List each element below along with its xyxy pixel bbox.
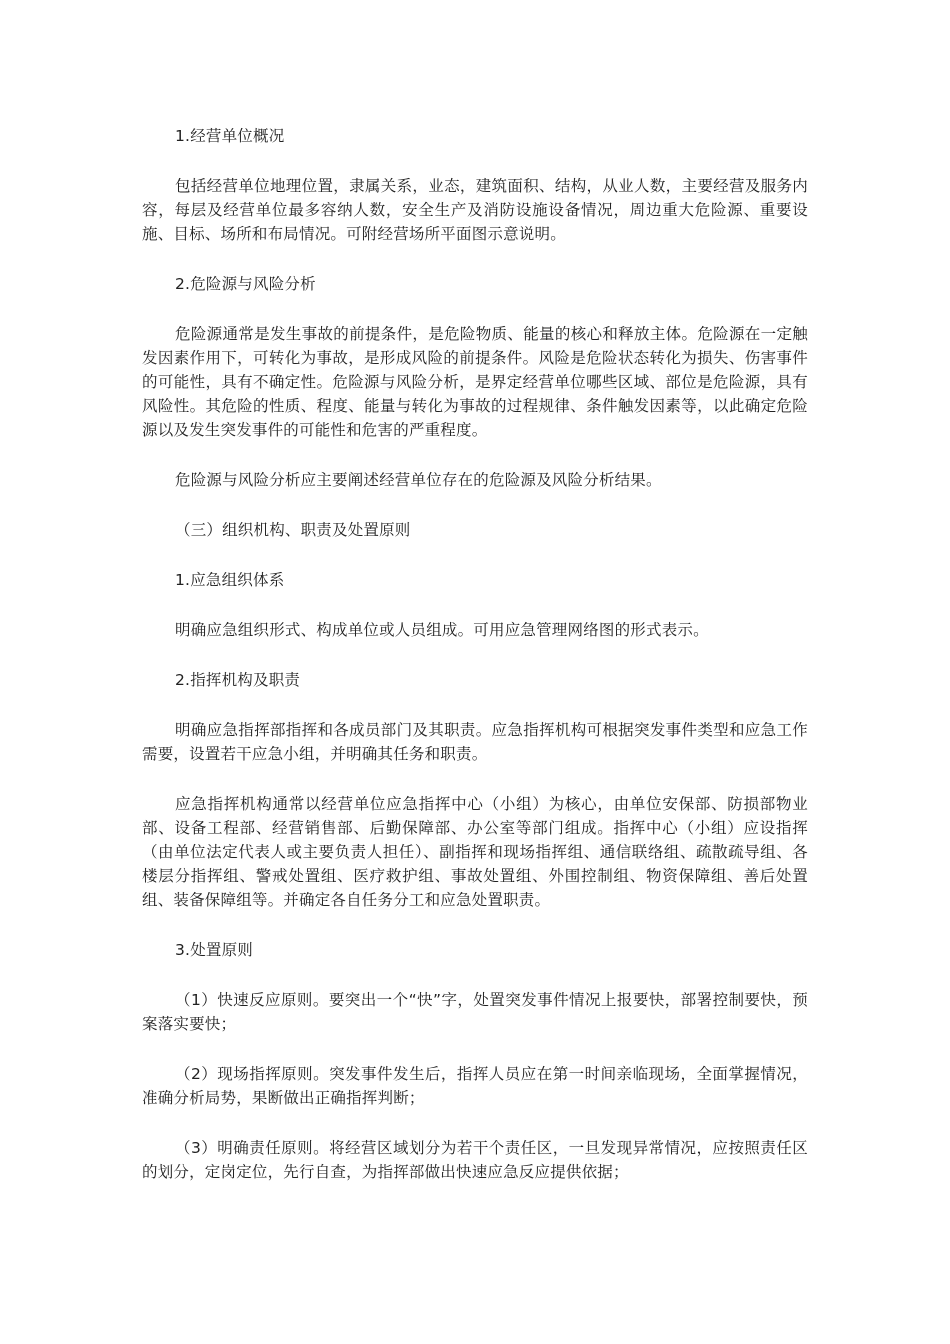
paragraph-emergency-system: 明确应急组织形式、构成单位或人员组成。可用应急管理网络图的形式表示。 (175, 621, 709, 639)
section-heading-unit-overview: 1.经营单位概况 (175, 127, 285, 145)
paragraph-principle-responsibility: （3）明确责任原则。将经营区域划分为若干个责任区，一旦发现异常情况，应按照责任区的划分，定岗定位，先行自查，为指挥部做出快速应急反应提供依据； (142, 1139, 808, 1181)
paragraph-command-center: 应急指挥机构通常以经营单位应急指挥中心（小组）为核心，由单位安保部、防损部物业部、设备工程部、经营销售部、后勤保障部、办公室等部门组成。指挥中心（小组）应设指挥（由单位法定代表人或主要负责人担任）、副指挥和现场指挥组、通信联络组、疏散疏导组、各楼层分指挥组、警戒处置组、医疗救护组、事故处置组、外围控制组、物资保障组、善后处置组、装备保障组等。并确定各自任务分工和应急处置职责。 (142, 795, 808, 909)
paragraph-command-duties: 明确应急指挥部指挥和各成员部门及其职责。应急指挥机构可根据突发事件类型和应急工作需要，设置若干应急小组，并明确其任务和职责。 (142, 721, 808, 763)
document-body (142, 124, 808, 1184)
paragraph-hazard-definition: 危险源通常是发生事故的前提条件，是危险物质、能量的核心和释放主体。危险源在一定触发因素作用下，可转化为事故，是形成风险的前提条件。风险是危险状态转化为损失、伤害事件的可能性，具有不确定性。危险源与风险分析，是界定经营单位哪些区域、部位是危险源，具有风险性。其危险的性质、程度、能量与转化为事故的过程规律、条件触发因素等，以此确定危险源以及发生突发事件的可能性和危害的严重程度。 (142, 325, 808, 439)
section-heading-organization: （三）组织机构、职责及处置原则 (175, 521, 411, 539)
section-heading-command-structure: 2.指挥机构及职责 (175, 671, 301, 689)
section-heading-principles: 3.处置原则 (175, 941, 253, 959)
paragraph-principle-fast-response: （1）快速反应原则。要突出一个“快”字，处置突发事件情况上报要快，部署控制要快，预案落实要快； (142, 991, 808, 1033)
section-heading-hazard-analysis: 2.危险源与风险分析 (175, 275, 316, 293)
paragraph-unit-overview: 包括经营单位地理位置，隶属关系，业态，建筑面积、结构，从业人数，主要经营及服务内容，每层及经营单位最多容纳人数，安全生产及消防设施设备情况，周边重大危险源、重要设施、目标、场所和布局情况。可附经营场所平面图示意说明。 (142, 177, 808, 243)
section-heading-emergency-system: 1.应急组织体系 (175, 571, 285, 589)
paragraph-hazard-summary: 危险源与风险分析应主要阐述经营单位存在的危险源及风险分析结果。 (175, 471, 662, 489)
paragraph-principle-onsite-command: （2）现场指挥原则。突发事件发生后，指挥人员应在第一时间亲临现场，全面掌握情况，准确分析局势，果断做出正确指挥判断； (142, 1065, 808, 1107)
